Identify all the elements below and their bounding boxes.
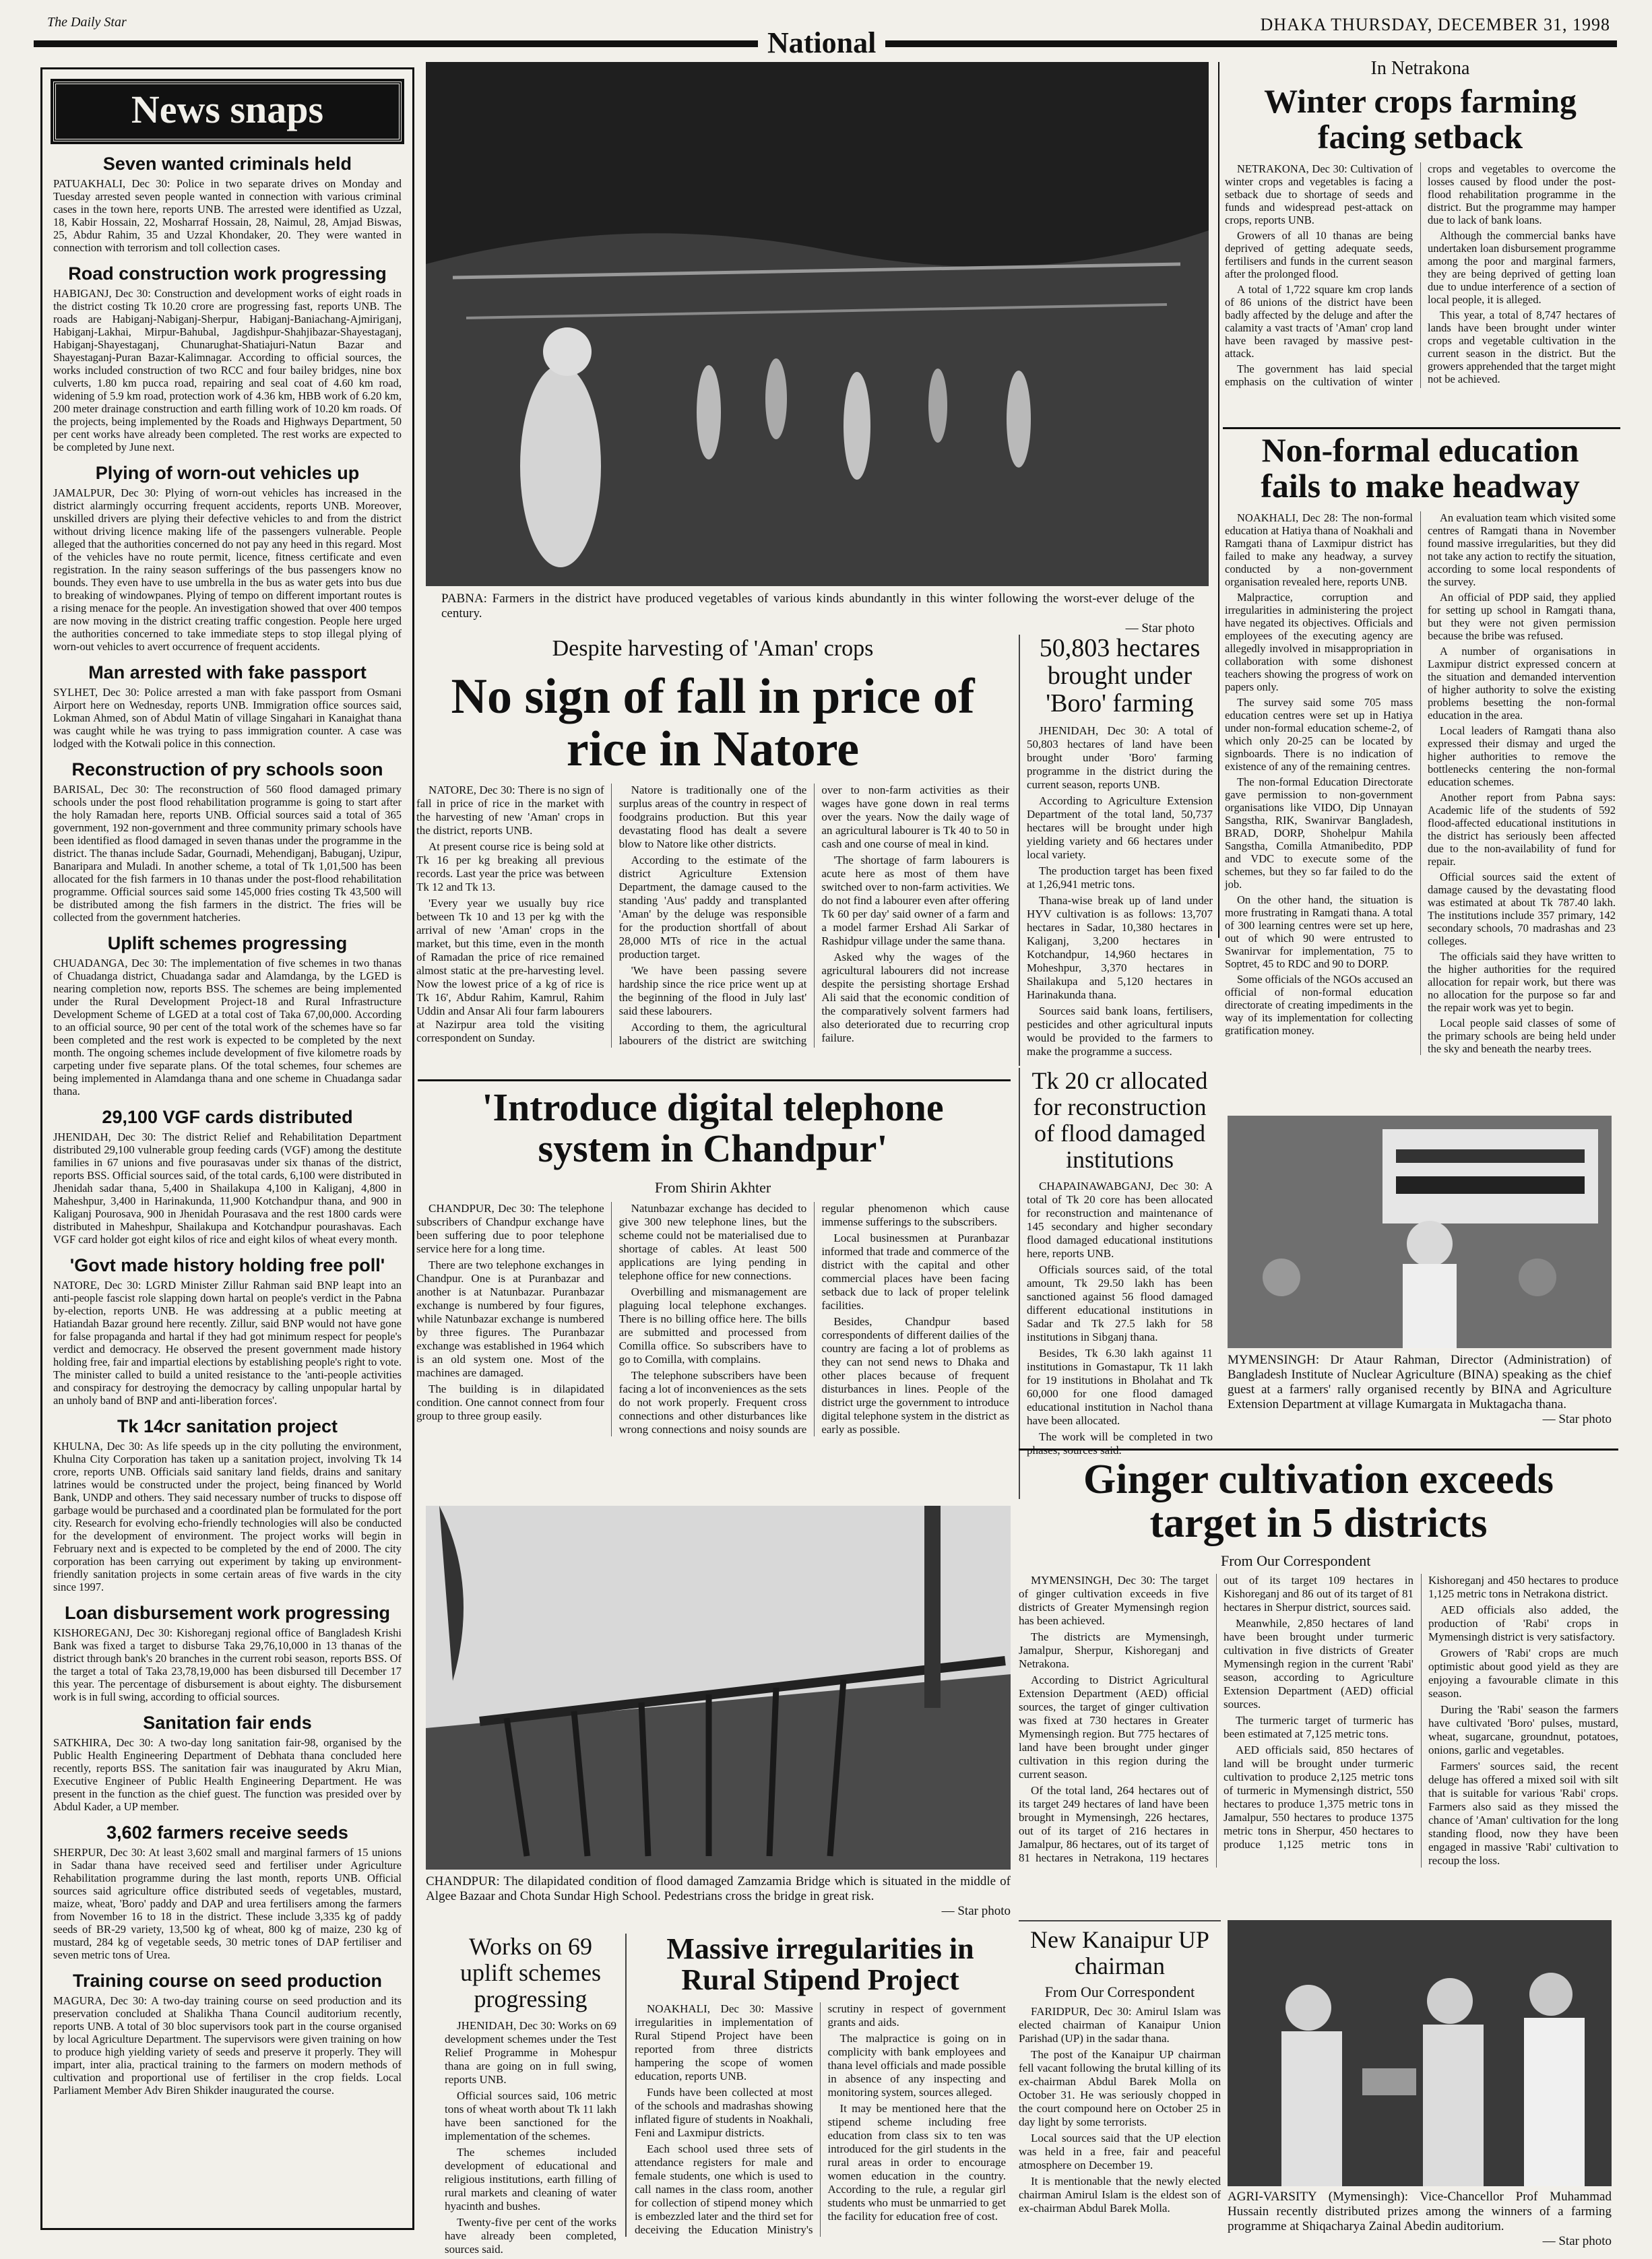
article-paragraph: Growers of 'Rabi' crops are much optimistic about good yield as they are enjoying a favourable climate in this season. [1428, 1647, 1618, 1700]
snap-body: HABIGANJ, Dec 30: Construction and development works of eight roads in the district costing Tk 10.20 crore are progressing fast, reports UNB. The roads are Habiganj-Nabiganj-Sherpur, Habiganj-Baniachang-Ajmiriganj, Habiganj-Lakhai, Mirpur-Bahubal, Jagdishpur-Shahjibazar-Shayestaganj, Habiganj-Shayestaganj, Chunarughat-Shatiajuri-Natun Bazar and Shayestaganj-Puran Bazar-Kalimnagar. According to official sources, the works included construction of two RCC and four bailey bridges, nine box culverts, 1.80 km pucca road, repairing and seal coat of 4.60 km road, widening of 5.9 km road, protection work of 4.36 km, HBB work of 6.20 km, 200 meter drainage construction and earth filling work of 10.20 km roads. Of the projects, being implemented by the Roads and Highways Department, 50 per cent works have already been completed. The rest works are expected to be completed by June next. [53, 287, 402, 453]
chandpur-bridge-photo [426, 1506, 1011, 1870]
article-paragraph: JHENIDAH, Dec 30: Works on 69 development schemes under the Test Relief Programme in Mohespur thana are going on in full swing, reports UNB. [445, 2018, 616, 2086]
kanaipur-body [1019, 2005, 1221, 2218]
article-paragraph: NOAKHALI, Dec 30: Massive irregularities in implementation of Rural Stipend Project have been reported from three districts hampering the scope of women education, reports UNB. [635, 2002, 813, 2083]
article-paragraph: There are two telephone exchanges in Chandpur. One is at Puranbazar and another is at Natunbazar. Puranbazar exchange is numbered by four figures, while Natunbazar exchange is numbered by three figures. The Puranbazar exchange was established in 1964 which is an old system one. Most of the machines are damaged. [416, 1258, 604, 1379]
stipend-story [625, 1934, 1006, 2237]
news-snaps-list [53, 154, 402, 2097]
news-snaps-column [40, 67, 414, 2230]
article-paragraph: Some officials of the NGOs accused an official of non-formal education directorate of creating impediments in the way of its implementation for collecting gratification money. [1225, 973, 1413, 1037]
article-paragraph: The schemes included development of educational and religious institutions, earth filling of rural markets and cleaning of water hyacinth and bushes. [445, 2145, 616, 2213]
snap-headline: Loan disbursement work progressing [64, 1603, 391, 1623]
article-paragraph: Local leaders of Ramgati thana also expressed their dismay and urged the higher authorities to remove the bottlenecks centering the non-formal education schemes. [1428, 724, 1616, 788]
article-paragraph: The government has laid special emphasis on the cultivation of winter crops and vegetables to overcome the losses caused by flood under the post-flood rehabilitation programme in the district. But the programme may hamper due to lack of bank loans. [1225, 162, 1616, 388]
rule-ginger [1019, 1449, 1618, 1451]
article-paragraph: Natore is traditionally one of the surplus areas of the country in respect of foodgrains production. But this year devastating flood has dealt a severe blow to Natore like other districts. [618, 784, 807, 851]
article-paragraph: 'We have been passing severe hardship since the rice price went up at the beginning of the flood in July last' said these labourers. [618, 964, 807, 1018]
article-paragraph: According to them, the agricultural labourers of the district are switching over to non-farm activities as their wages have gone down in real terms over the years. Now the daily wage of an agricultural labourer is Tk 40 to 50 in cash and one course of meal in kind. [618, 784, 1009, 1048]
article-paragraph: An evaluation team which visited some centres of Ramgati thana in November found massive irregularities, but they did not take any action to rectify the situation, according to some local respondents of the survey. [1428, 511, 1616, 588]
prize-giving-illustration [1228, 1920, 1612, 2186]
snap-headline: Uplift schemes progressing [107, 933, 348, 953]
article-paragraph: The districts are Mymensingh, Jamalpur, Sherpur, Kishoreganj and Netrakona. [1019, 1630, 1209, 1671]
article-paragraph: Sources said bank loans, fertilisers, pesticides and other agricultural inputs would be provided to the farmers to make the programme a success. [1027, 1005, 1213, 1058]
chandpur-photo-credit: — Star photo [941, 1904, 1011, 1918]
article-paragraph: Meanwhile, 2,850 hectares of land have been brought under turmeric cultivation in five districts of Greater Mymensingh region in the current 'Rabi' season, according to Agriculture Extension Department (AED) official sources. [1224, 1617, 1413, 1711]
article-paragraph: Thana-wise break up of land under HYV cultivation is as follows: 13,707 hectares in Sadar, 10,380 hectares in Kaliganj, 3,200 hectares in Kotchandpur, 14,960 hectares in Moheshpur, 3,370 hectares in Shailakupa and 5,120 hectares in Harinakunda thana. [1027, 894, 1213, 1002]
rice-body [416, 784, 1009, 1048]
rally-illustration [1228, 1116, 1612, 1348]
article-paragraph: Local people said classes of some of the primary schools are being held under the sky and beneath the nearby trees. [1428, 1017, 1616, 1055]
article-paragraph: The officials said they have written to the higher authorities for the required allocation for repair work, but there was no allocation for the purpose so far and the repair work was yet to begin. [1428, 950, 1616, 1014]
snap-body: PATUAKHALI, Dec 30: Police in two separate drives on Monday and Tuesday arrested seven people wanted in connection with various criminal cases in the town here, reports UNB. The arrested were identified as Uzzal, 18, Kabir Hossain, 22, Mosharraf Hossain, 28, Naimul, 28, Amjad Biswas, 25, Abdur Rahim, 35 and Uzzal Khondaker, 20. They were wanted in connection with terrorism and toll collection cases. [53, 177, 402, 254]
chandpur-body [416, 1202, 1009, 1436]
article-paragraph: AED officials said, 850 hectares of land will be brought under turmeric cultivation to produce 2,125 metric tons of turmeric in Mymensingh district, 550 hectares to produce 1,375 metric tons in Jamalpur, 550 hectares to produce 1375 metric tons in Sherpur, 450 hectares to produce 1,125 metric tons in Kishoreganj and 450 hectares to produce 1,125 metric tons in Netrakona district. [1224, 1574, 1618, 1851]
article-paragraph: Besides, Chandpur based correspondents of different dailies of the country are facing a lot of problems as they can not send news to Dhaka and other places because of frequent disturbances in lines. People of the district urge the government to introduce digital telephone system in the district as early as possible. [821, 1314, 1009, 1436]
article-paragraph: Officials sources said, of the total amount, Tk 29.50 lakh has been sanctioned against 56 flood damaged different educational institutions in Sadar and Tk 27.5 lakh for 58 institutions in Sibganj thana. [1027, 1263, 1213, 1343]
article-paragraph: NOAKHALI, Dec 28: The non-formal education at Hatiya thana of Noakhali and Ramgati thana of Laxmipur district has failed to make any headway, a survey conducted by a non-government organisation revealed here, reports UNB. [1225, 511, 1413, 588]
article-paragraph: At present course rice is being sold at Tk 16 per kg breaking all previous records. Last year the price was between Tk 12 and Tk 13. [416, 840, 604, 894]
article-paragraph: Besides, Tk 6.30 lakh against 11 institutions in Gomastapur, Tk 11 lakh for 19 institutions in Bholahat and Tk 60,000 for one flood damaged educational institution in Nachol thana have been allocated. [1027, 1346, 1213, 1427]
article-paragraph: AED officials also added, the production of 'Rabi' crops in Mymensingh district is very satisfactory. [1428, 1603, 1618, 1644]
article-paragraph: The malpractice is going on in complicity with bank employees and thana level officials and made possible in absence of any inspecting and monitoring system, sources alleged. [827, 2032, 1006, 2099]
article-paragraph: Natunbazar exchange has decided to give 300 new telephone lines, but the scheme could not be materialised due to shortage of cables. At least 500 applications are lying pending in telephone office for new connections. [618, 1201, 807, 1282]
boro-headline: 50,803 hectares brought under 'Boro' farming [1039, 634, 1201, 718]
tk20-body [1027, 1180, 1213, 1460]
news-snaps-banner: News snaps [53, 82, 402, 141]
article-paragraph: NETRAKONA, Dec 30: Cultivation of winter crops and vegetables is facing a setback due to shortage of seeds and funds and widespread pest-attack on crops, reports UNB. [1225, 162, 1413, 226]
agri-varsity-photo-caption: AGRI-VARSITY (Mymensingh): Vice-Chancellor Prof Muhammad Hussain recently distributed prizes among the winners of a farming programme at Shiqacharya Zainal Abedin auditorium. — Star photo [1228, 2190, 1612, 2248]
right-column-rule [1218, 62, 1219, 938]
pabna-photo-credit: — Star photo [1125, 621, 1195, 635]
snap-body: CHUADANGA, Dec 30: The implementation of five schemes in two thanas of Chuadanga district, Chuadanga sadar and Alamdanga, by the LGED is nearing completion now, reports BSS. The schemes are being implemented under the Rural Development Project-18 and Rural Infrastructure Development Scheme of LGED at a total cost of Taka 67,00,000. According to an official source, 90 per cent of the total work of the schemes have so far been completed and the rest work is expected to be completed by the next month. The ongoing schemes include development of five kilometre roads by carpeting under five separate plans. Of the total schemes, four schemes are being implemented in Alamdanga thana and one scheme in Chuadanga sadar thana. [53, 957, 402, 1097]
snap-headline: Reconstruction of pry schools soon [71, 759, 383, 779]
ginger-byline: From Our Correspondent [1221, 1552, 1371, 1570]
article-paragraph: The work will be completed in two [1039, 1430, 1213, 1443]
article-paragraph: A total of 1,722 square km crop lands of 86 unions of the district have been badly affected by the deluge and after the calamity a vast tracts of 'Aman' crop land have been ravaged by massive pest-attack. [1225, 283, 1413, 360]
boro-story [1019, 635, 1213, 1066]
ginger-story [1019, 1454, 1618, 1912]
agri-varsity-photo-credit: — Star photo [1542, 2234, 1612, 2248]
non-formal-education-story [1225, 433, 1616, 1108]
article-paragraph: The telephone subscribers have been facing a lot of inconveniences as the sets do not work properly. Frequent cross connections and other disturbances like wrong connections and noisy sounds are regular phenomenon which cause immense sufferings to the subscribers. [618, 1201, 1009, 1436]
snap-body: SHERPUR, Dec 30: At least 3,602 small and marginal farmers of 15 unions in Sadar thana have received seed and fertiliser under Agriculture Rehabilitation programme during the last month, reports UNB. Official sources said agriculture office distributed seeds of vegetables, mustard, maize, wheat, 'Boro' paddy and DAP and urea fertilisers among the farmers from November 16 to 18 in the district. These include 3,335 kg of paddy seeds of BR-29 variety, 13,500 kg of wheat, 800 kg of maize, 230 kg of mustard, 284 kg of vegetable seeds, 30 metric tones of DAP fertiliser and seven metric tons of Urea. [53, 1846, 402, 1961]
article-paragraph: The building is in dilapidated condition. One cannot connect from four group to three group easily. [416, 1382, 604, 1422]
snap-headline: 3,602 farmers receive seeds [106, 1822, 348, 1843]
article-paragraph: Another report from Pabna says: Academic life of the students of 592 flood-affected educational institutions in the district has seriously been affected due to the non-availability of fund for repair. [1428, 791, 1616, 868]
snap-body: BARISAL, Dec 30: The reconstruction of 560 flood damaged primary schools under the post flood rehabilitation programme is going to start after the holy Ramadan here, reports UNB. Official sources said a total of 365 government, 192 non-government and three community primary schools have been identified as flood damaged in seven thanas under the programme in the district. The thanas include Sadar, Gournadi, Mehendiganj, Babuganj, Uzipur, Banaripara and Muladi. In another scheme, a total of Tk 1,01,500 has been allocated for the fish farmers in 10 thanas under the post-flood rehabilitation programme. Official sources said some 145,000 fries costing Tk 43,500 will be distributed among the fish farmers in the district. The fries will be collected from the government hatcheries. [53, 783, 402, 924]
agri-varsity-photo [1228, 1920, 1612, 2186]
chandpur-headline: 'Introduce digital telephone system in Chandpur' [482, 1085, 944, 1170]
stipend-headline: Massive irregularities in Rural Stipend Project [666, 1932, 974, 1997]
article-paragraph: The post of the Kanaipur UP chairman fell vacant following the brutal killing of its ex-chairman Abdul Barek Molla on October 31. He was seriously chopped in the court compound here on October 25 in day light by some terrorists. [1019, 2047, 1221, 2128]
kanaipur-headline: New Kanaipur UP chairman [1030, 1926, 1209, 1979]
article-paragraph: 'The shortage of farm labourers is acute here as most of them have switched over to non-farm activities. We do not find a labourer even after offering Tk 60 per day' said owner of a farm and a model farmer Ershad Ali Sarkar of Rashidpur village under the same thana. [821, 854, 1009, 948]
section-title: National [758, 28, 885, 58]
snap-headline: Sanitation fair ends [143, 1713, 312, 1733]
winter-body [1225, 162, 1616, 388]
snap-headline: 29,100 VGF cards distributed [102, 1107, 353, 1127]
stipend-body [635, 2002, 1006, 2237]
article-paragraph: The non-formal Education Directorate gave permission to non-government organisations like VIDO, Dip Unnayan Sangstha, RIK, Swanirvar Bangladesh, BRAD, DORP, Shohelpur Mahila Sangstha, Comilla Atmanibedito, PDP and VDC to execute some of the schemes, but they so far failed to do the job. [1225, 775, 1413, 891]
article-paragraph: During the 'Rabi' season the farmers have cultivated 'Boro' pulses, mustard, wheat, sugarcane, groundnut, potatoes, onions, garlic and vegetables. [1428, 1703, 1618, 1757]
article-paragraph: According to District Agricultural Extension Department (AED) official sources, the target of ginger cultivation was fixed at 730 hectares in Greater Mymensingh region. But 775 hectares of land have been brought under ginger cultivation in this region during the current season. [1019, 1674, 1209, 1781]
article-paragraph: CHANDPUR, Dec 30: The telephone subscribers of Chandpur exchange have been suffering due to poor telephone service here for a long time. [416, 1201, 604, 1255]
chandpur-byline: From Shirin Akhter [654, 1178, 771, 1196]
ginger-body [1019, 1574, 1618, 1868]
snap-headline: Plying of worn-out vehicles up [95, 463, 360, 483]
snap-headline: Road construction work progressing [68, 263, 387, 284]
article-paragraph: The survey said some 705 mass education centres were set up in Hatiya under non-formal education scheme-2, of which only 20-25 can be located by signboards. There is no indication of existence of any of the remaining centres. [1225, 696, 1413, 773]
masthead-dateline: DHAKA THURSDAY, DECEMBER 31, 1998 [1260, 15, 1610, 34]
article-paragraph: NATORE, Dec 30: There is no sign of fall in price of rice in the market with the harvesting of new 'Aman' crops in the district, reports UNB. [416, 784, 604, 837]
article-paragraph: Farmers' sources said, the recent deluge has offered a mixed soil with silt that is suitable for various 'Rabi' crops. Farmers also said as they missed the chance of 'Aman' cultivation for the long standing flood, now they have been engaged in massive 'Rabi' cultivation to recoup the loss. [1428, 1760, 1618, 1868]
boro-body [1027, 724, 1213, 1061]
winter-headline: Winter crops farming facing setback [1264, 82, 1577, 156]
article-paragraph: Overbilling and mismanagement are plaguing local telephone exchanges. There is no billing office here. The bills are submitted and processed from Comilla office. So subscribers have to go to Comilla, with complains. [618, 1285, 807, 1366]
snap-body: SYLHET, Dec 30: Police arrested a man with fake passport from Osmani Airport here on Wednesday, reports UNB. Immigration office sources said, Lokman Ahmed, son of Abdul Matin of village Singahari in Kanaighat thana was caught while he was trying to pass immigration counter. A case was lodged with the Kotwali police in this connection. [53, 686, 402, 750]
uplift-69-story [445, 1933, 616, 2256]
article-paragraph: An official of PDP said, they applied for setting up school in Ramgati thana, but they were not given permission because the bribe was refused. [1428, 591, 1616, 642]
kanaipur-byline: From Our Correspondent [1044, 1983, 1195, 2000]
pabna-photo [426, 62, 1209, 586]
article-paragraph: Although the commercial banks have undertaken loan disbursement programme among the poor and marginal farmers, they are being deprived of getting loan due to undue interference of a section of local people, it is alleged. [1428, 229, 1616, 306]
article-paragraph: CHAPAINAWABGANJ, Dec 30: A total of Tk 20 core has been allocated for reconstruction and maintenance of 145 secondary and higher secondary flood damaged educational institutions here, reports UNB. [1027, 1179, 1213, 1260]
snap-body: MAGURA, Dec 30: A two-day training course on seed production and its preservation concluded at Shalikha Thana Council auditorium recently, reports UNB. A total of 30 bloc supervisors took part in the course organised by local Agriculture Department. The supervisors were given training on how to produce high yielding variety of seeds and preserve it properly. They will impart, inter alia, practical training to the farmers on modern methods of cultivation and proportional use of fertiliser in the crop fields. Local Parliament Member Adv Biren Shikder inaugurated the course. [53, 1994, 402, 2097]
article-paragraph: Growers of all 10 thanas are being deprived of getting adequate seeds, fertilisers and funds in the current season after the prolonged flood. [1225, 229, 1413, 280]
snap-body: NATORE, Dec 30: LGRD Minister Zillur Rahman said BNP leapt into an anti-people fascist role slapping down hartal on people's verdict in the Pabna by-election, reports UNB. He was addressing at a public meeting at Hatiandah Bazar ground here recently. Zillur, said BNP would not have gone for false propaganda and hartal if they had got minimum respect for people's verdict and democracy. He observed the present government made history holding free, fair and impartial elections by establishing people's right to vote. The minister called to build a united resistance to the 'anti-people activities and conspiracy for destroying the democracy by calling unpopular hartal by an unholy band of BNP and anti-liberation forces'. [53, 1279, 402, 1407]
kanaipur-story [1019, 1920, 1221, 2237]
rule-winter [1223, 427, 1620, 429]
rice-kicker: Despite harvesting of 'Aman' crops [552, 636, 874, 661]
snap-headline: Tk 14cr sanitation project [117, 1416, 338, 1436]
mymensingh-photo-credit: — Star photo [1542, 1412, 1612, 1426]
snap-headline: Seven wanted criminals held [102, 154, 352, 174]
article-paragraph: Each school used three sets of attendance registers for male and female students, one which is used to call names in the class room, another for collection of stipend money which is embezzled later and the third set for deceiving the Education Ministry's scrutiny in respect of government grants and aids. [635, 2002, 1006, 2237]
article-paragraph: Asked why the wages of the agricultural labourers did not increase despite the persisting shortage Ershad Ali said that the economic condition of the comparatively solvent farmers had also deteriorated due to recurring crop failure. [821, 951, 1009, 1045]
snap-body: SATKHIRA, Dec 30: A two-day long sanitation fair-98, organised by the Public Health Engineering Department of Debhata thana concluded here recently, reports BSS. The sanitation fair was inaugurated by Akru Mian, Executive Engineer of Public Health Engineering Department. He was present in the function as the chief guest. The function was presided over by Abdul Kader, a UP member. [53, 1736, 402, 1813]
non-formal-headline: Non-formal education fails to make headway [1261, 431, 1580, 505]
article-paragraph: Funds have been collected at most of the schools and madrashas showing inflated figure of students in Noakhali, Feni and Laxmipur districts. [635, 2086, 813, 2140]
chandpur-telephone-story [416, 1085, 1009, 1497]
article-paragraph: MYMENSINGH, Dec 30: The target of ginger cultivation exceeds in five districts of Greater Mymensingh region has been achieved. [1019, 1574, 1209, 1628]
article-paragraph: Local businessmen at Puranbazar informed that trade and commerce of the district with the capital and other commercial places have been facing setback due to lack of proper telelink facilities. [821, 1231, 1009, 1312]
article-paragraph: A number of organisations in Laxmipur district expressed concern at the situation and demanded intervention of higher authority to solve the existing problems besetting the non-formal education in the area. [1428, 645, 1616, 722]
tk20-story [1019, 1068, 1213, 1499]
winter-crops-story [1225, 58, 1616, 425]
mymensingh-photo-caption: MYMENSINGH: Dr Ataur Rahman, Director (Administration) of Bangladesh Institute of Nuclear Agriculture (BINA) speaking as the chief guest at a farmers' rally organised recently by BINA and Agriculture Extension Department at village Kumargata in Muktagacha thana. — Star photo [1228, 1353, 1612, 1426]
pabna-photo-caption: PABNA: Farmers in the district have produced vegetables of various kinds abundantly in this winter following the worst-ever deluge of the century. — Star photo [441, 592, 1195, 635]
winter-kicker: In Netrakona [1370, 58, 1470, 79]
article-paragraph: Official sources said the extent of damage caused by the devastating flood was estimated at about Tk 787.40 lakh. The institutions include 357 primary, 142 secondary schools, 70 madrashas and 23 colleges. [1428, 870, 1616, 947]
article-paragraph: It is mentionable that the newly elected chairman Amirul Islam is the eldest son of ex-chairman Abdul Barek Molla. [1019, 2174, 1221, 2215]
article-paragraph: According to Agriculture Extension Department of the total land, 50,737 hectares will be brought under high yielding variety and 66 hectares under local variety. [1027, 794, 1213, 862]
article-paragraph: Local sources said that the UP election was held in a free, fair and peaceful atmosphere on December 19. [1019, 2131, 1221, 2171]
article-paragraph: On the other hand, the situation is more frustrating in Ramgati thana. A total of 300 learning centres were set up here, out of which 90 were entrusted to Swanirvar for implementation, 75 to Soptret, 45 to RDC and 90 to DORP. [1225, 893, 1413, 970]
rice-headline: No sign of fall in price of rice in Natore [451, 669, 975, 777]
article-paragraph: It may be mentioned here that the stipend scheme including free education from class six to ten was introduced for the girl students in the rural areas in order to encourage women education in the country. According to the rule, a regular girl students who must be unmarried to get the facility for education free of cost. [827, 2102, 1006, 2223]
article-paragraph: Official sources said, 106 metric tons of wheat worth about Tk 11 lakh have been sanctioned for the implementation of the schemes. [445, 2089, 616, 2142]
non-formal-body [1225, 511, 1616, 1055]
snap-body: JAMALPUR, Dec 30: Plying of worn-out vehicles has increased in the district alarmingly occurring frequent accidents, reports UNB. Moreover, unskilled drivers are plying their defective vehicles to and from the district without driving licence making life of the passengers vulnerable. People alleged that the authorities concerned do not pay any heed in this regard. Most of the vehicles have no route permit, licence, fitness certificate and even registration. In the rainy season sufferings of the bus passengers know no bounds. They even have to use umbrella in the bus as water gets into bus due to breaking of windowpanes. Plying of tempo on different important routes is a rising menace for the people. An investigation showed that over 400 tempos are now moving in the district creating traffic congestion. People here urged the authorities concerned to take immediate steps to stop illegal plying of worn-out vehicles to avert occurrence of frequent accidents. [53, 486, 402, 653]
snap-body: KISHOREGANJ, Dec 30: Kishoreganj regional office of Bangladesh Krishi Bank was fixed a target to disburse Taka 29,76,10,000 in 13 thanas of the district through bank's 20 branches in the current robi season, reports BSS. Of the target a total of Taka 23,78,19,000 has been disbursed till December 17 this year. The percentage of disbursement is about eighty. The disbursement work is in full swing, according to official sources. [53, 1626, 402, 1703]
article-paragraph: FARIDPUR, Dec 30: Amirul Islam was elected chairman of Kanaipur Union Parishad (UP) in the sadar thana. [1019, 2004, 1221, 2045]
masthead-paper-name: The Daily Star [47, 15, 127, 30]
article-paragraph: This year, a total of 8,747 hectares of lands have been brought under winter crops and vegetable cultivation in the current season in the district. But the growers apprehended that the target might not be achieved. [1428, 309, 1616, 385]
snap-headline: Man arrested with fake passport [88, 662, 367, 682]
chandpur-photo-caption: CHANDPUR: The dilapidated condition of flood damaged Zamzamia Bridge which is situated in the middle of Algee Bazaar and Chota Sundar High School. Pedestrians cross the bridge in great risk. — Star photo [426, 1874, 1011, 1918]
article-paragraph: The turmeric target of turmeric has been estimated at 7,125 metric tons. [1224, 1714, 1413, 1741]
article-paragraph: Twenty-five per cent of the works have already been completed, sources said. [445, 2215, 616, 2256]
article-paragraph: Of the total land, 264 hectares out of its target 249 hectares of land have been brought in Mymensingh, 226 hectares, out of its target of 216 hectares in Jamalpur, 86 hectares, out of its target of 81 hectares in Netrakona, 119 hectares out of its target 109 hectares in Kishoreganj and 86 out of its target of 81 hectares in Sherpur district, sources said. [1019, 1574, 1413, 1865]
article-paragraph: JHENIDAH, Dec 30: A total of 50,803 hectares of land have been brought under 'Boro' farming programme in the district during the current season, reports UNB. [1027, 724, 1213, 792]
article-paragraph: Malpractice, corruption and irregularities in administering the project have negated its objectives. Officials and employees of the executing agency are allegedly involved in misappropriation in collaboration with some dishonest teachers showing the progress of work on papers only. [1225, 591, 1413, 693]
uplift-69-body [445, 2019, 616, 2259]
bridge-illustration [426, 1506, 1011, 1870]
article-paragraph: According to the estimate of the district Agriculture Extension Department, the damage caused to the standing 'Aus' paddy and transplanted 'Aman' by the deluge was responsible for the production shortfall of about 28,000 MTs of rice in the actual production target. [618, 854, 807, 961]
rule-rice [418, 1079, 1011, 1081]
snap-body: JHENIDAH, Dec 30: The district Relief and Rehabilitation Department distributed 29,100 vulnerable group feeding cards (VGF) among the destitute families in 67 unions and five pourasavas under six thanas of the district, reports BSS. Official sources said, of the total cards, 6,100 were distributed in Jhenidah sadar thana, 5,400 in Shailakupa 4,100 in Kaliganj, 4,800 in Maheshpur, 3,400 in Harinakunda, 11,900 Kotchandpur thana, and 900 in Kaliganj Pourosava, 900 in Jhenidah Pourasava and the rest 1800 cards were distributed in Maheshpur, Shailakupa and Kotchandpur pourashavas. Each VGF card holder got eight kilos of rice and eight kilos of wheat every month. [53, 1131, 402, 1246]
snap-headline: 'Govt made history holding free poll' [69, 1255, 385, 1275]
mymensingh-rally-photo [1228, 1116, 1612, 1348]
tk20-headline: Tk 20 cr allocated for reconstruction of flood damaged institutions [1031, 1067, 1208, 1173]
masthead [27, 15, 1624, 59]
snap-headline: Training course on seed production [72, 1971, 383, 1991]
rice-price-story [416, 635, 1009, 1079]
article-paragraph: 'Every year we usually buy rice between Tk 10 and 13 per kg with the arrival of new 'Aman' crops in the market, but this time, even in the month of Ramadan the price of rice remained almost static at the pre-harvesting level. Now the lowest price of a kg of rice is Tk 16', Abdur Rahim, Kamrul, Rahim Uddin and Ansar Ali four farm labourers at Nazirpur area told the visiting correspondent on Sunday. [416, 897, 604, 1045]
ginger-headline: Ginger cultivation exceeds target in 5 districts [1083, 1457, 1554, 1547]
article-paragraph: The production target has been fixed at 1,26,941 metric tons. [1027, 864, 1213, 891]
uplift-69-headline: Works on 69 uplift schemes progressing [460, 1933, 601, 2012]
snap-body: KHULNA, Dec 30: As life speeds up in the city polluting the environment, Khulna City Corporation has taken up a sanitation project, involving Tk 14 crore, reports UNB. Officials said sanitary land fields, drains and sanitary latrines would be constructed under the project, being financed by World Bank, UNDP and others. They said necessary number of trucks to dispose off garbage would be purchased and a coordinated plan be formulated for the port city. Research for evolving echo-friendly technologies will also be conducted for the development of environment. The project works will begin in February next and is expected to be completed by the end of 2000. The city corporation has been carrying out experiment by taking up environment-friendly sanitation projects in some certain areas of five wards in the city since 1997. [53, 1440, 402, 1593]
vegetable-trellis-illustration [426, 62, 1209, 586]
